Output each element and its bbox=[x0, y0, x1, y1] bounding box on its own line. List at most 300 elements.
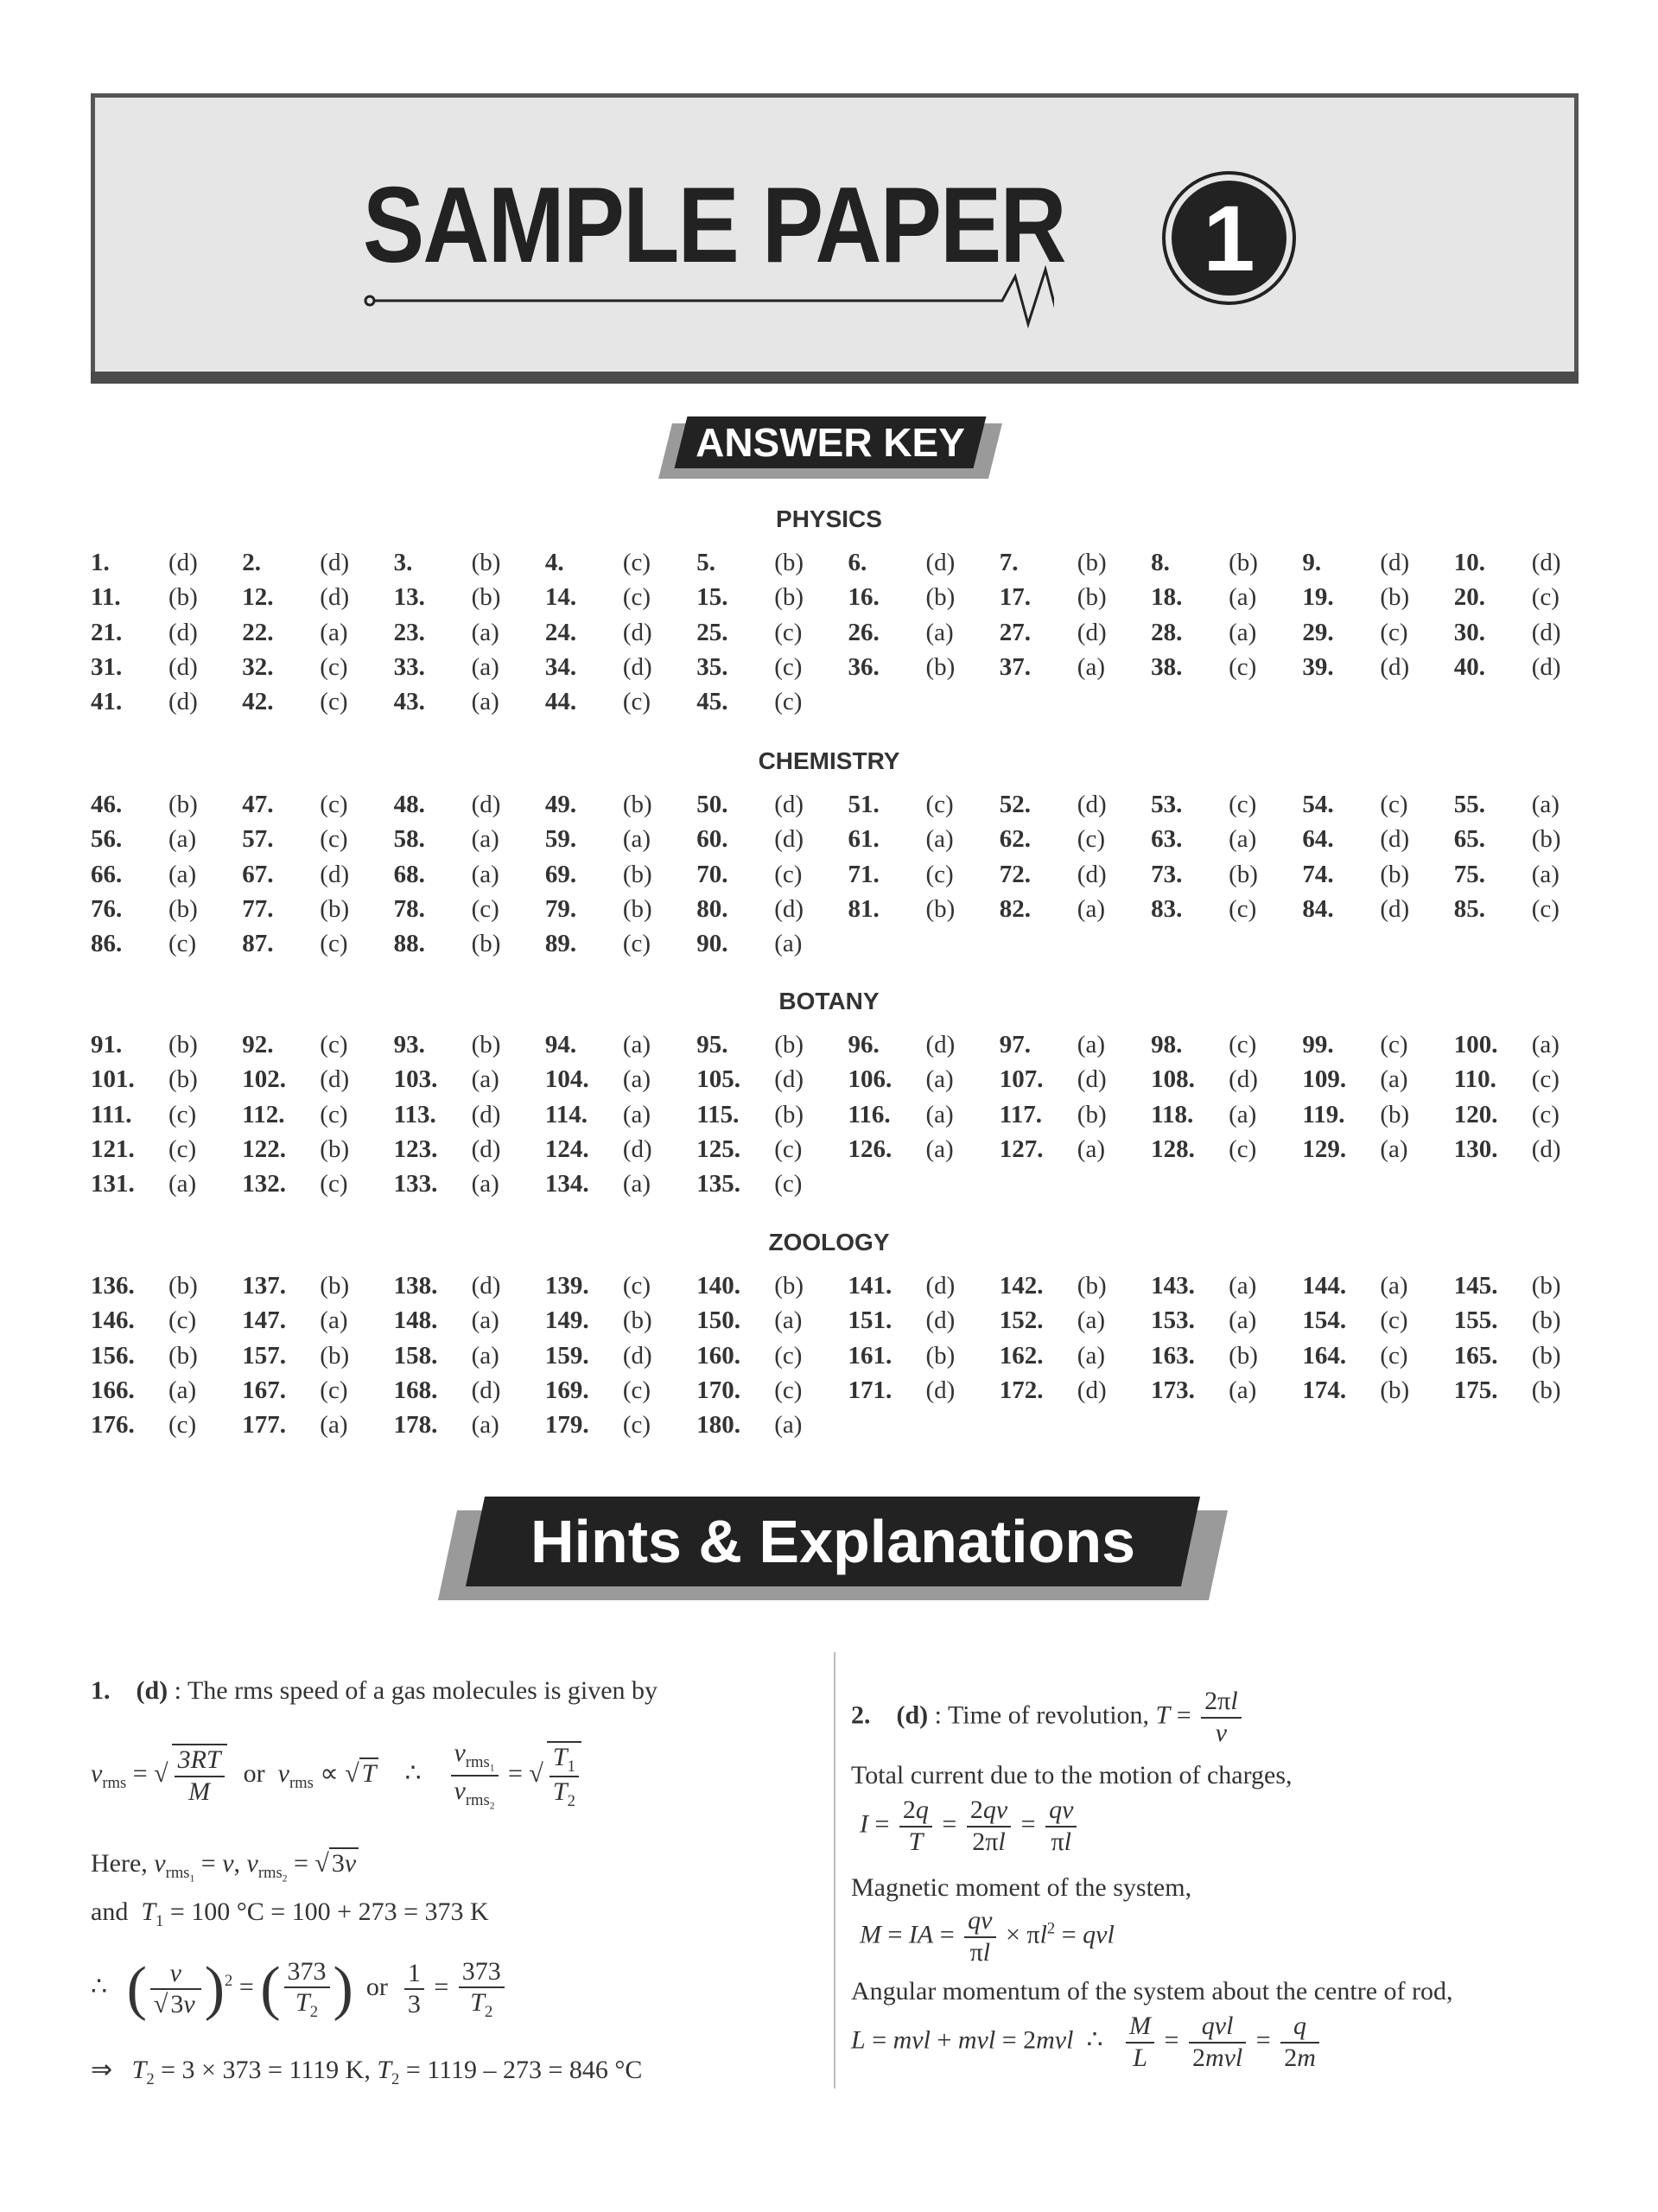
question-number: 25. bbox=[696, 618, 728, 646]
question-number: 64. bbox=[1302, 825, 1334, 854]
answer-option: (c) bbox=[1531, 1065, 1560, 1094]
answer-option: (d) bbox=[1380, 652, 1410, 681]
question-number: 55. bbox=[1453, 791, 1485, 818]
paper-number-badge bbox=[1162, 171, 1296, 305]
question-number: 21. bbox=[91, 618, 123, 646]
answer-option: (b) bbox=[168, 1065, 198, 1094]
paper-number: 1 bbox=[1172, 181, 1286, 296]
answer-option: (a) bbox=[1380, 1065, 1408, 1094]
question-number: 163. bbox=[1151, 1341, 1195, 1370]
answer-option: (a) bbox=[1380, 1135, 1408, 1163]
question-number: 3. bbox=[393, 549, 413, 576]
question-number: 47. bbox=[242, 791, 274, 818]
explanation-1-result: ⇒ $T_2 = 3 \times 373 = 1119$ K, $T_2 = 1119 - 273 = 846$ °C bbox=[91, 2056, 643, 2088]
answer-option: (a) bbox=[1077, 894, 1105, 923]
question-number: 61. bbox=[848, 825, 880, 854]
question-number: 110. bbox=[1453, 1065, 1496, 1094]
question-number: 30. bbox=[1453, 618, 1485, 646]
question-number: 12. bbox=[242, 583, 274, 612]
answer-option: (c) bbox=[925, 860, 954, 888]
answer-option: (c) bbox=[774, 618, 803, 646]
answer-option: (c) bbox=[320, 825, 348, 854]
answer-option: (c) bbox=[774, 688, 803, 716]
question-number: 112. bbox=[242, 1100, 285, 1128]
question-number: 160. bbox=[696, 1341, 740, 1370]
answer-option: (b) bbox=[1077, 583, 1107, 612]
answer-option: (a) bbox=[471, 860, 499, 888]
answer-option: (b) bbox=[1077, 1100, 1107, 1128]
question-number: 37. bbox=[999, 652, 1032, 681]
answer-option: (b) bbox=[320, 1135, 350, 1163]
question-number: 129. bbox=[1302, 1135, 1347, 1163]
answer-option: (b) bbox=[320, 894, 350, 923]
question-number: 149. bbox=[544, 1306, 589, 1335]
answer-option: (b) bbox=[471, 1031, 501, 1058]
answer-option: (d) bbox=[622, 1135, 652, 1163]
question-number: 134. bbox=[544, 1170, 589, 1198]
explanation-2-moment-text: Magnetic moment of the system, bbox=[851, 1873, 1192, 1902]
answer-option: (c) bbox=[622, 549, 651, 576]
answer-option: (c) bbox=[774, 652, 803, 681]
question-number: 126. bbox=[848, 1135, 893, 1163]
question-number: 2. bbox=[242, 549, 262, 576]
answer-option: (d) bbox=[1531, 549, 1561, 576]
answer-option: (b) bbox=[622, 1306, 652, 1335]
answer-option: (c) bbox=[1380, 1031, 1408, 1058]
answer-option: (b) bbox=[774, 1100, 804, 1128]
question-number: 144. bbox=[1302, 1272, 1347, 1300]
answer-option: (b) bbox=[471, 583, 501, 612]
question-number: 132. bbox=[242, 1170, 287, 1198]
answer-option: (c) bbox=[1531, 894, 1560, 923]
answer-option: (d) bbox=[471, 791, 501, 818]
question-number: 63. bbox=[1151, 825, 1183, 854]
question-number: 44. bbox=[544, 688, 577, 716]
answer-option: (a) bbox=[1077, 1341, 1105, 1370]
answer-option: (d) bbox=[1380, 825, 1410, 854]
answer-option: (a) bbox=[774, 1306, 803, 1335]
question-number: 56. bbox=[91, 825, 123, 854]
question-number: 91. bbox=[91, 1031, 123, 1058]
answer-key-ribbon bbox=[665, 416, 995, 480]
explanation-1-ratio: ∴ ( $\frac{v}{√ 3v}$ )$^2$ = ( $\frac{373}{T_2}$ ) or $\frac{1}{3}$ = $\frac{373}{T_2}$ bbox=[91, 1955, 508, 2024]
answer-option: (a) bbox=[320, 618, 348, 646]
question-number: 106. bbox=[848, 1065, 893, 1094]
question-number: 124. bbox=[544, 1135, 589, 1163]
question-number: 116. bbox=[848, 1100, 891, 1128]
question-number: 161. bbox=[848, 1341, 893, 1370]
question-number: 77. bbox=[242, 894, 274, 923]
question-number: 41. bbox=[91, 688, 123, 716]
question-number: 140. bbox=[696, 1272, 740, 1300]
question-number: 66. bbox=[91, 860, 123, 888]
answer-option: (d) bbox=[774, 1065, 804, 1094]
answer-option: (a) bbox=[320, 1411, 348, 1440]
answer-option: (c) bbox=[774, 1376, 803, 1404]
answer-option: (c) bbox=[1380, 1306, 1408, 1335]
answer-option: (b) bbox=[1380, 583, 1410, 612]
question-number: 164. bbox=[1302, 1341, 1347, 1370]
question-number: 135. bbox=[696, 1170, 740, 1198]
question-number: 45. bbox=[696, 688, 728, 716]
answer-option: (a) bbox=[925, 825, 954, 854]
question-number: 70. bbox=[696, 860, 728, 888]
question-number: 141. bbox=[848, 1272, 893, 1300]
answer-option: (c) bbox=[471, 894, 499, 923]
answer-option: (b) bbox=[925, 583, 956, 612]
answer-option: (b) bbox=[1229, 1341, 1258, 1370]
answer-option: (c) bbox=[1229, 894, 1257, 923]
question-number: 153. bbox=[1151, 1306, 1195, 1335]
answer-option: (a) bbox=[1077, 1031, 1105, 1058]
answer-option: (d) bbox=[168, 688, 198, 716]
answer-option: (d) bbox=[1077, 618, 1107, 646]
answer-option: (d) bbox=[925, 1272, 956, 1300]
answer-option: (a) bbox=[1229, 1100, 1257, 1128]
answer-option: (b) bbox=[1077, 549, 1107, 576]
answer-option: (c) bbox=[1380, 1341, 1408, 1370]
answer-option: (d) bbox=[1380, 894, 1410, 923]
explanation-2-angular-formula: L = mvl + mvl = 2mvl ∴ $\frac{M}{L}$ = $\frac{\text{qvl}}{\text{2mvl}}$ = $\frac{q}{2m}$ bbox=[851, 2012, 1323, 2073]
answer-option: (b) bbox=[1077, 1272, 1107, 1300]
question-number: 157. bbox=[242, 1341, 287, 1370]
answer-option: (b) bbox=[1380, 1100, 1410, 1128]
question-number: 162. bbox=[999, 1341, 1044, 1370]
answer-option: (c) bbox=[168, 1411, 197, 1440]
answer-option: (a) bbox=[1077, 1135, 1105, 1163]
answer-option: (d) bbox=[1077, 1376, 1107, 1404]
answer-option: (c) bbox=[320, 1376, 348, 1404]
question-number: 57. bbox=[242, 825, 274, 854]
explanation-1-heading: 1. (d) : The rms speed of a gas molecules is given by bbox=[91, 1676, 658, 1705]
answer-option: (b) bbox=[1229, 860, 1258, 888]
answer-option: (d) bbox=[774, 894, 804, 923]
answer-option: (c) bbox=[1380, 618, 1408, 646]
answer-option: (a) bbox=[622, 1065, 651, 1094]
answer-option: (a) bbox=[471, 688, 499, 716]
question-number: 122. bbox=[242, 1135, 287, 1163]
question-number: 170. bbox=[696, 1376, 740, 1404]
answer-option: (b) bbox=[320, 1341, 350, 1370]
question-number: 107. bbox=[999, 1065, 1044, 1094]
question-number: 99. bbox=[1302, 1031, 1334, 1058]
answer-option: (d) bbox=[320, 583, 350, 612]
answer-option: (a) bbox=[168, 1170, 197, 1198]
question-number: 174. bbox=[1302, 1376, 1347, 1404]
question-number: 105. bbox=[696, 1065, 740, 1094]
answer-option: (a) bbox=[471, 1341, 499, 1370]
question-number: 173. bbox=[1151, 1376, 1195, 1404]
question-number: 26. bbox=[848, 618, 880, 646]
question-number: 176. bbox=[91, 1411, 135, 1440]
question-number: 71. bbox=[848, 860, 880, 888]
question-number: 169. bbox=[544, 1376, 589, 1404]
answer-option: (a) bbox=[471, 1306, 499, 1335]
question-number: 133. bbox=[393, 1170, 438, 1198]
answer-option: (a) bbox=[774, 930, 803, 958]
question-number: 148. bbox=[393, 1306, 438, 1335]
answer-option: (b) bbox=[1380, 1376, 1410, 1404]
question-number: 94. bbox=[544, 1031, 577, 1058]
answer-option: (a) bbox=[1531, 1031, 1560, 1058]
answer-option: (d) bbox=[925, 549, 956, 576]
question-number: 75. bbox=[1453, 860, 1485, 888]
question-number: 95. bbox=[696, 1031, 728, 1058]
question-number: 108. bbox=[1151, 1065, 1195, 1094]
answer-option: (c) bbox=[622, 1272, 651, 1300]
answer-option: (a) bbox=[1229, 1272, 1257, 1300]
question-number: 179. bbox=[544, 1411, 589, 1440]
answer-option: (b) bbox=[320, 1272, 350, 1300]
question-number: 65. bbox=[1453, 825, 1485, 854]
answer-option: (b) bbox=[471, 549, 501, 576]
answer-option: (c) bbox=[774, 1135, 803, 1163]
question-number: 33. bbox=[393, 652, 425, 681]
question-number: 137. bbox=[242, 1272, 287, 1300]
section-title: PHYSICS bbox=[776, 505, 882, 532]
question-number: 23. bbox=[393, 618, 425, 646]
answer-option: (c) bbox=[622, 1376, 651, 1404]
answer-option: (a) bbox=[622, 1170, 651, 1198]
question-number: 79. bbox=[544, 894, 577, 923]
question-number: 151. bbox=[848, 1306, 893, 1335]
answer-option: (a) bbox=[622, 825, 651, 854]
answer-option: (c) bbox=[320, 652, 348, 681]
explanation-2-current-formula: I = $\frac{2q}{T}$ = $\frac{2qv}{2\pi l}$ = $\frac{qv}{\pi l}$ bbox=[860, 1796, 1080, 1857]
explanation-1-t1: and $T_1 = 100$ °C = 100 + 273 = 373 K bbox=[91, 1897, 489, 1930]
question-number: 67. bbox=[242, 860, 274, 888]
question-number: 109. bbox=[1302, 1065, 1347, 1094]
question-number: 46. bbox=[91, 791, 123, 818]
question-number: 159. bbox=[544, 1341, 589, 1370]
explanation-2-current-text: Total current due to the motion of charges, bbox=[851, 1761, 1293, 1789]
question-number: 146. bbox=[91, 1306, 135, 1335]
answer-option: (b) bbox=[168, 1272, 198, 1300]
answer-option: (a) bbox=[622, 1031, 651, 1058]
question-number: 150. bbox=[696, 1306, 740, 1335]
answer-option: (c) bbox=[320, 791, 348, 818]
question-number: 35. bbox=[696, 652, 728, 681]
question-number: 19. bbox=[1302, 583, 1334, 612]
answer-option: (c) bbox=[168, 1306, 197, 1335]
hints-ribbon bbox=[448, 1497, 1218, 1602]
answer-option: (c) bbox=[168, 1135, 197, 1163]
answer-option: (a) bbox=[471, 1411, 499, 1440]
answer-option: (a) bbox=[925, 1135, 954, 1163]
question-number: 32. bbox=[242, 652, 274, 681]
question-number: 178. bbox=[393, 1411, 438, 1440]
answer-option: (a) bbox=[1077, 652, 1105, 681]
question-number: 168. bbox=[393, 1376, 438, 1404]
question-number: 138. bbox=[393, 1272, 438, 1300]
question-number: 7. bbox=[999, 549, 1019, 576]
question-number: 62. bbox=[999, 825, 1032, 854]
section-title: BOTANY bbox=[778, 988, 880, 1014]
answer-option: (c) bbox=[320, 1031, 348, 1058]
question-number: 6. bbox=[848, 549, 867, 576]
question-number: 87. bbox=[242, 930, 274, 958]
answer-option: (a) bbox=[1229, 825, 1257, 854]
answer-option: (b) bbox=[471, 930, 501, 958]
answer-option: (b) bbox=[1531, 1341, 1561, 1370]
section-title: CHEMISTRY bbox=[758, 747, 900, 774]
answer-option: (d) bbox=[1380, 549, 1410, 576]
answer-option: (b) bbox=[1531, 1376, 1561, 1404]
question-number: 154. bbox=[1302, 1306, 1347, 1335]
question-number: 34. bbox=[544, 652, 577, 681]
question-number: 58. bbox=[393, 825, 425, 854]
question-number: 165. bbox=[1453, 1341, 1498, 1370]
answer-option: (b) bbox=[774, 549, 804, 576]
answer-option: (c) bbox=[774, 1341, 803, 1370]
header-shadow bbox=[91, 372, 1579, 384]
question-number: 69. bbox=[544, 860, 577, 888]
question-number: 139. bbox=[544, 1272, 589, 1300]
answer-option: (d) bbox=[168, 549, 198, 576]
question-number: 97. bbox=[999, 1031, 1032, 1058]
question-number: 103. bbox=[393, 1065, 438, 1094]
question-number: 102. bbox=[242, 1065, 287, 1094]
question-number: 166. bbox=[91, 1376, 135, 1404]
question-number: 52. bbox=[999, 791, 1032, 818]
answer-option: (c) bbox=[1531, 583, 1560, 612]
question-number: 29. bbox=[1302, 618, 1334, 646]
answer-option: (c) bbox=[320, 688, 348, 716]
question-number: 125. bbox=[696, 1135, 740, 1163]
question-number: 60. bbox=[696, 825, 728, 854]
question-number: 72. bbox=[999, 860, 1032, 888]
question-number: 101. bbox=[91, 1065, 135, 1094]
answer-option: (b) bbox=[168, 791, 198, 818]
question-number: 59. bbox=[544, 825, 577, 854]
answer-option: (b) bbox=[925, 894, 956, 923]
question-number: 54. bbox=[1302, 791, 1334, 818]
answer-option: (b) bbox=[1229, 549, 1258, 576]
answer-option: (c) bbox=[622, 688, 651, 716]
question-number: 14. bbox=[544, 583, 577, 612]
question-number: 74. bbox=[1302, 860, 1334, 888]
answer-option: (b) bbox=[1531, 1272, 1561, 1300]
answer-option: (d) bbox=[925, 1376, 956, 1404]
question-number: 15. bbox=[696, 583, 728, 612]
answer-option: (c) bbox=[1531, 1100, 1560, 1128]
answer-option: (d) bbox=[320, 549, 350, 576]
explanation-1-here: Here, $v_{rms_1} = v$, $v_{rms_2}$ = √ 3v bbox=[91, 1849, 359, 1885]
question-number: 36. bbox=[848, 652, 880, 681]
explanation-1-formula: $v_{rms}$ = √ $\frac{3RT}{M}$ or $v_{rms}$ ∝ √ T ∴ $\frac{v_{rms_1}}{v_{rms_2}}$ = √ $\frac{T_1}{T_2}$ bbox=[91, 1738, 585, 1813]
answer-option: (d) bbox=[622, 652, 652, 681]
answer-option: (b) bbox=[168, 1341, 198, 1370]
answer-option: (d) bbox=[1531, 618, 1561, 646]
answer-option: (d) bbox=[774, 791, 804, 818]
answer-option: (d) bbox=[1077, 860, 1107, 888]
question-number: 27. bbox=[999, 618, 1032, 646]
answer-option: (a) bbox=[168, 1376, 197, 1404]
answer-option: (a) bbox=[471, 825, 499, 854]
question-number: 155. bbox=[1453, 1306, 1498, 1335]
answer-option: (c) bbox=[925, 791, 954, 818]
question-number: 89. bbox=[544, 930, 577, 958]
question-number: 68. bbox=[393, 860, 425, 888]
question-number: 78. bbox=[393, 894, 425, 923]
answer-option: (d) bbox=[1531, 1135, 1561, 1163]
question-number: 13. bbox=[393, 583, 425, 612]
question-number: 88. bbox=[393, 930, 425, 958]
question-number: 51. bbox=[848, 791, 880, 818]
answer-option: (d) bbox=[622, 1341, 652, 1370]
explanation-2-heading: 2. (d) : Time of revolution, T = $\frac{2\pi l}{v}$ bbox=[851, 1687, 1245, 1748]
answer-option: (c) bbox=[774, 860, 803, 888]
question-number: 50. bbox=[696, 791, 728, 818]
answer-option: (b) bbox=[622, 860, 652, 888]
question-number: 158. bbox=[393, 1341, 438, 1370]
answer-option: (d) bbox=[471, 1376, 501, 1404]
answer-option: (d) bbox=[168, 618, 198, 646]
question-number: 104. bbox=[544, 1065, 589, 1094]
question-number: 123. bbox=[393, 1135, 438, 1163]
page-title: SAMPLE PAPER bbox=[363, 166, 1065, 285]
question-number: 171. bbox=[848, 1376, 893, 1404]
answer-option: (d) bbox=[320, 860, 350, 888]
question-number: 172. bbox=[999, 1376, 1044, 1404]
question-number: 119. bbox=[1302, 1100, 1345, 1128]
question-number: 100. bbox=[1453, 1031, 1498, 1058]
answer-option: (c) bbox=[1229, 1135, 1257, 1163]
answer-option: (c) bbox=[622, 1411, 651, 1440]
explanation-2-angular-text: Angular momentum of the system about the centre of rod, bbox=[851, 1977, 1453, 2005]
answer-option: (a) bbox=[168, 825, 197, 854]
answer-option: (a) bbox=[1077, 1306, 1105, 1335]
question-number: 18. bbox=[1151, 583, 1183, 612]
answer-option: (c) bbox=[622, 583, 651, 612]
answer-option: (b) bbox=[168, 583, 198, 612]
question-number: 9. bbox=[1302, 549, 1322, 576]
answer-option: (d) bbox=[1077, 791, 1107, 818]
answer-option: (d) bbox=[471, 1272, 501, 1300]
question-number: 177. bbox=[242, 1411, 287, 1440]
answer-option: (b) bbox=[168, 894, 198, 923]
question-number: 175. bbox=[1453, 1376, 1498, 1404]
answer-option: (c) bbox=[1229, 652, 1257, 681]
answer-option: (a) bbox=[1229, 618, 1257, 646]
question-number: 28. bbox=[1151, 618, 1183, 646]
answer-option: (a) bbox=[622, 1100, 651, 1128]
question-number: 136. bbox=[91, 1272, 135, 1300]
answer-option: (c) bbox=[320, 1170, 348, 1198]
answer-option: (d) bbox=[925, 1306, 956, 1335]
answer-option: (d) bbox=[925, 1031, 956, 1058]
question-number: 39. bbox=[1302, 652, 1334, 681]
hints-title: Hints & Explanations bbox=[530, 1508, 1136, 1575]
question-number: 73. bbox=[1151, 860, 1183, 888]
question-number: 121. bbox=[91, 1135, 135, 1163]
question-number: 4. bbox=[544, 549, 564, 576]
question-number: 90. bbox=[696, 930, 728, 958]
answer-option: (a) bbox=[925, 1065, 954, 1094]
answer-option: (a) bbox=[925, 1100, 954, 1128]
question-number: 22. bbox=[242, 618, 274, 646]
question-number: 142. bbox=[999, 1272, 1044, 1300]
answer-option: (c) bbox=[1229, 1031, 1257, 1058]
answer-option: (b) bbox=[1531, 825, 1561, 854]
question-number: 120. bbox=[1453, 1100, 1498, 1128]
answer-option: (b) bbox=[774, 1031, 804, 1058]
answer-option: (b) bbox=[1531, 1306, 1561, 1335]
answer-option: (d) bbox=[1229, 1065, 1258, 1094]
answer-option: (c) bbox=[168, 930, 197, 958]
question-number: 43. bbox=[393, 688, 425, 716]
answer-option: (d) bbox=[1531, 652, 1561, 681]
